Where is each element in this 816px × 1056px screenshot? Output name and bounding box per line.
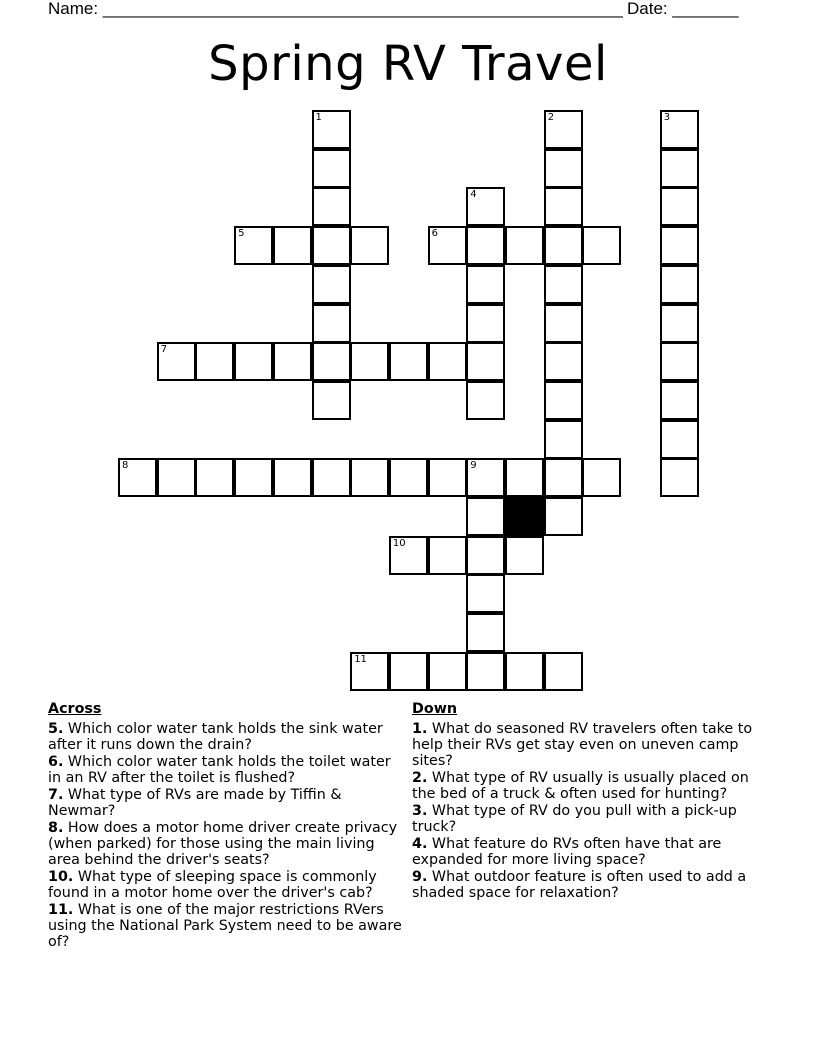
- grid-cell[interactable]: [544, 265, 583, 304]
- grid-cell[interactable]: [312, 342, 351, 381]
- across-clue: [48, 869, 408, 901]
- grid-cell[interactable]: [389, 652, 428, 691]
- grid-cell[interactable]: [660, 342, 699, 381]
- clue-number: 6.: [48, 754, 64, 770]
- grid-cell[interactable]: [505, 226, 544, 265]
- grid-cell[interactable]: [195, 458, 234, 497]
- clue-number: 8.: [48, 820, 64, 836]
- grid-cell[interactable]: [466, 497, 505, 536]
- grid-cell[interactable]: [544, 381, 583, 420]
- grid-cell[interactable]: [466, 265, 505, 304]
- grid-cell[interactable]: [389, 342, 428, 381]
- grid-cell[interactable]: [428, 536, 467, 575]
- clue-number: 2.: [412, 770, 428, 786]
- grid-cell[interactable]: [660, 187, 699, 226]
- cell-number: 6: [431, 228, 438, 240]
- down-clue: [412, 770, 772, 802]
- grid-cell[interactable]: [273, 342, 312, 381]
- clue-text: What type of RV do you pull with a pick-up truck?: [412, 803, 737, 835]
- cell-number: 10: [392, 537, 406, 549]
- grid-cell[interactable]: [660, 420, 699, 459]
- clue-number: 10.: [48, 869, 74, 885]
- grid-cell[interactable]: [544, 458, 583, 497]
- grid-cell[interactable]: [582, 226, 621, 265]
- across-clue: [48, 754, 408, 786]
- grid-cell[interactable]: [466, 381, 505, 420]
- puzzle-title: Spring RV Travel: [208, 36, 608, 92]
- across-clues: [48, 700, 408, 951]
- grid-cell[interactable]: [312, 187, 351, 226]
- down-clue: [412, 836, 772, 868]
- grid-cell[interactable]: [660, 265, 699, 304]
- clue-text: What is one of the major restrictions RVers using the National Park System need to be aware of?: [48, 902, 402, 950]
- clue-number: 1.: [412, 721, 428, 737]
- clue-number: 3.: [412, 803, 428, 819]
- grid-cell[interactable]: [544, 110, 583, 149]
- grid-cell[interactable]: [544, 149, 583, 188]
- cell-number: 9: [470, 460, 477, 472]
- grid-cell[interactable]: [505, 458, 544, 497]
- grid-cell[interactable]: [312, 110, 351, 149]
- cell-number: 11: [354, 653, 367, 665]
- grid-cell[interactable]: [157, 458, 196, 497]
- grid-cell[interactable]: [544, 304, 583, 343]
- grid-cell[interactable]: [312, 149, 351, 188]
- cell-number: 1: [315, 112, 322, 123]
- grid-cell[interactable]: [234, 458, 273, 497]
- clue-text: What type of sleeping space is commonly found in a motor home over the driver's cab?: [48, 869, 377, 901]
- grid-cell[interactable]: [195, 342, 234, 381]
- grid-cell[interactable]: [466, 226, 505, 265]
- grid-cell[interactable]: [544, 420, 583, 459]
- down-heading: Down: [412, 701, 458, 717]
- grid-cell[interactable]: [466, 613, 505, 652]
- grid-cell[interactable]: [466, 458, 505, 497]
- across-clue: [48, 721, 408, 753]
- grid-cell[interactable]: [660, 381, 699, 420]
- across-clue: [48, 902, 408, 950]
- grid-cell[interactable]: [466, 574, 505, 613]
- grid-cell[interactable]: [428, 458, 467, 497]
- grid-cell[interactable]: [350, 458, 389, 497]
- grid-cell[interactable]: [234, 226, 273, 265]
- grid-cell[interactable]: [544, 342, 583, 381]
- clue-text: Which color water tank holds the sink water after it runs down the drain?: [48, 721, 383, 753]
- clue-text: What outdoor feature is often used to add a shaded space for relaxation?: [412, 869, 747, 901]
- across-clue: [48, 787, 408, 819]
- clue-number: 5.: [48, 721, 64, 737]
- grid-cell[interactable]: [157, 342, 196, 381]
- grid-cell[interactable]: [466, 187, 505, 226]
- grid-cell[interactable]: [660, 458, 699, 497]
- clue-number: 4.: [412, 836, 428, 852]
- grid-cell[interactable]: [312, 304, 351, 343]
- clue-text: What type of RVs are made by Tiffin & Newmar?: [48, 787, 342, 819]
- grid-cell[interactable]: [389, 458, 428, 497]
- clue-text: Which color water tank holds the toilet water in an RV after the toilet is flushed?: [48, 754, 391, 786]
- grid-cell[interactable]: [544, 187, 583, 226]
- grid-cell[interactable]: [428, 652, 467, 691]
- clue-number: 7.: [48, 787, 64, 803]
- grid-cell[interactable]: [350, 226, 389, 265]
- cell-number: 7: [160, 344, 168, 356]
- black-cell: [505, 497, 544, 536]
- grid-cell[interactable]: [350, 342, 389, 381]
- clue-text: What do seasoned RV travelers often take to help their RVs get stay even on uneven camp sites?: [412, 721, 753, 769]
- clue-text: How does a motor home driver create privacy (when parked) for those using the main living area behind the driver's seats?: [48, 820, 398, 868]
- cell-number: 8: [122, 460, 129, 472]
- grid-cell[interactable]: [466, 304, 505, 343]
- clue-text: What feature do RVs often have that are expanded for more living space?: [412, 836, 722, 868]
- clue-text: What type of RV usually is usually placed on the bed of a truck & often used for hunting?: [412, 770, 749, 802]
- grid-cell[interactable]: [466, 652, 505, 691]
- grid-cell[interactable]: [118, 458, 157, 497]
- grid-cell[interactable]: [466, 342, 505, 381]
- grid-cell[interactable]: [312, 265, 351, 304]
- grid-cell[interactable]: [234, 342, 273, 381]
- cell-number: 3: [663, 112, 671, 123]
- down-clue: [412, 721, 772, 769]
- grid-cell[interactable]: [505, 536, 544, 575]
- down-clue: [412, 869, 772, 901]
- name-field-label[interactable]: Name: _______________________________________________________: [48, 0, 623, 18]
- grid-cell[interactable]: [428, 342, 467, 381]
- grid-cell[interactable]: [660, 149, 699, 188]
- cell-number: 2: [547, 112, 555, 123]
- grid-cell[interactable]: [273, 458, 312, 497]
- grid-cell[interactable]: [544, 226, 583, 265]
- grid-cell[interactable]: [505, 652, 544, 691]
- grid-cell[interactable]: [428, 226, 467, 265]
- grid-cell[interactable]: [582, 458, 621, 497]
- across-heading: Across: [48, 701, 102, 717]
- down-clues: [412, 700, 772, 902]
- date-field-label[interactable]: Date: _______: [627, 0, 739, 18]
- grid-cell[interactable]: [389, 536, 428, 575]
- across-clue: [48, 820, 408, 868]
- grid-cell[interactable]: [312, 458, 351, 497]
- grid-cell[interactable]: [312, 381, 351, 420]
- grid-cell[interactable]: [660, 304, 699, 343]
- grid-cell[interactable]: [544, 652, 583, 691]
- grid-cell[interactable]: [312, 226, 351, 265]
- grid-cell[interactable]: [660, 226, 699, 265]
- cell-number: 4: [470, 189, 477, 201]
- grid-cell[interactable]: [350, 652, 389, 691]
- cell-number: 5: [238, 228, 245, 240]
- grid-cell[interactable]: [466, 536, 505, 575]
- clue-number: 11.: [48, 902, 74, 918]
- grid-cell[interactable]: [273, 226, 312, 265]
- down-clue: [412, 803, 772, 835]
- grid-cell[interactable]: [544, 497, 583, 536]
- grid-cell[interactable]: [660, 110, 699, 149]
- clue-number: 9.: [412, 869, 428, 885]
